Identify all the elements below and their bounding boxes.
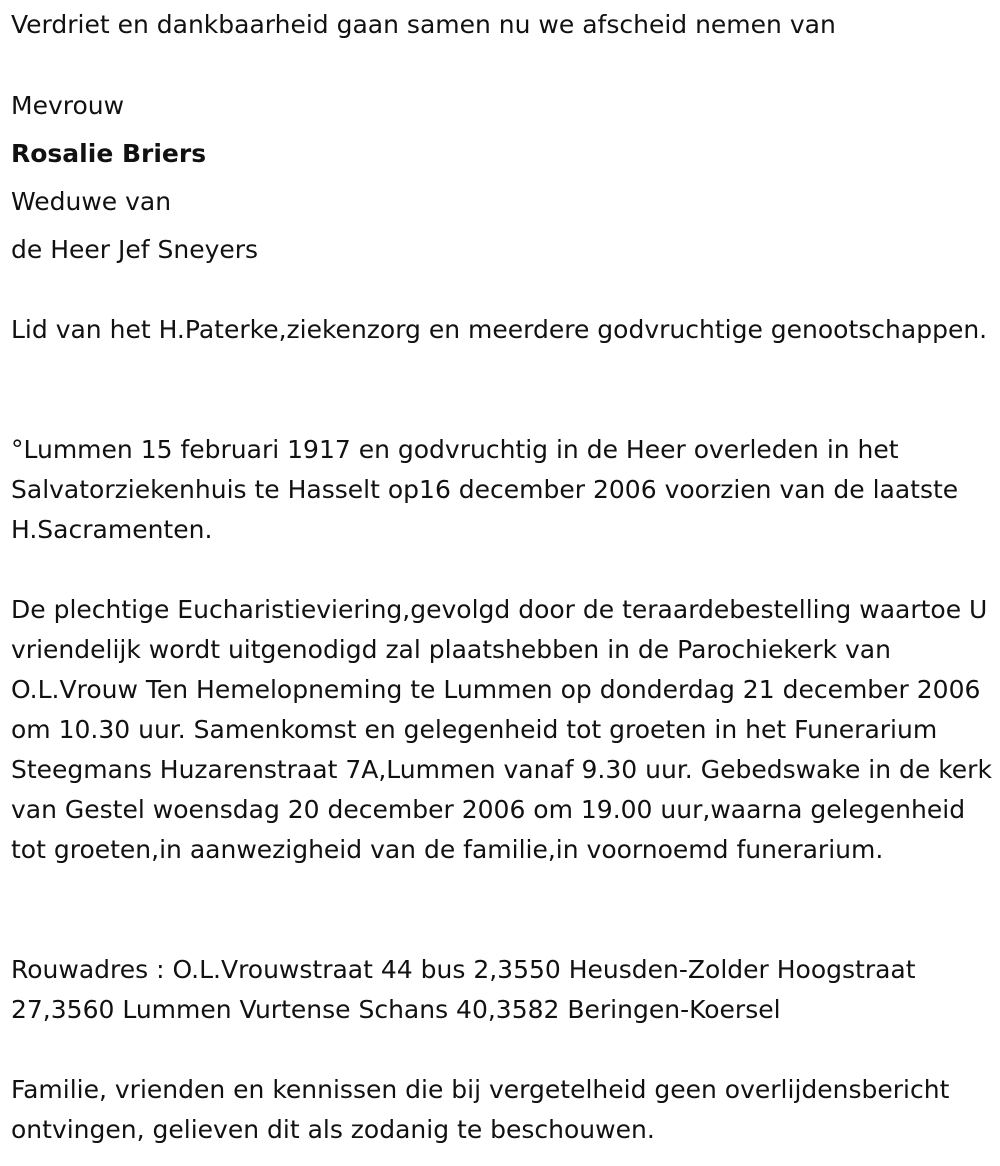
intro-text: Verdriet en dankbaarheid gaan samen nu we afscheid nemen van: [11, 10, 836, 39]
husband-name: de Heer Jef Sneyers: [11, 235, 259, 264]
deceased-name: Rosalie Briers: [11, 139, 207, 168]
closing-paragraph: Familie, vrienden en kennissen die bij vergetelheid geen overlijdensbericht ontvingen, gelieven dit als zodanig te beschouwen.: [11, 1075, 950, 1144]
ceremony-paragraph: De plechtige Eucharistieviering,gevolgd door de teraardebestelling waartoe U vriendelijk wordt uitgenodigd zal plaatshebben in de Parochiekerk van O.L.Vrouw Ten Hemelopneming te Lummen op donderdag 21 december 2006 om 10.30 uur. Samenkomst en gelegenheid tot groeten in het Funerarium Steegmans Huzarenstraat 7A,Lummen vanaf 9.30 uur. Gebedswake in de kerk van Gestel woensdag 20 december 2006 om 19.00 uur,waarna gelegenheid tot groeten,in aanwezigheid van de familie,in voornoemd funerarium.: [11, 595, 992, 864]
salutation: Mevrouw: [11, 91, 125, 120]
addresses-paragraph: Rouwadres : O.L.Vrouwstraat 44 bus 2,3550 Heusden-Zolder Hoogstraat 27,3560 Lummen Vurtense Schans 40,3582 Beringen-Koersel: [11, 955, 916, 1024]
membership-paragraph: Lid van het H.Paterke,ziekenzorg en meerdere godvruchtige genootschappen.: [11, 315, 988, 344]
birth-death-paragraph: °Lummen 15 februari 1917 en godvruchtig in de Heer overleden in het Salvatorziekenhuis te Hasselt op16 december 2006 voorzien van de laatste H.Sacramenten.: [11, 435, 959, 544]
widow-of-label: Weduwe van: [11, 187, 172, 216]
